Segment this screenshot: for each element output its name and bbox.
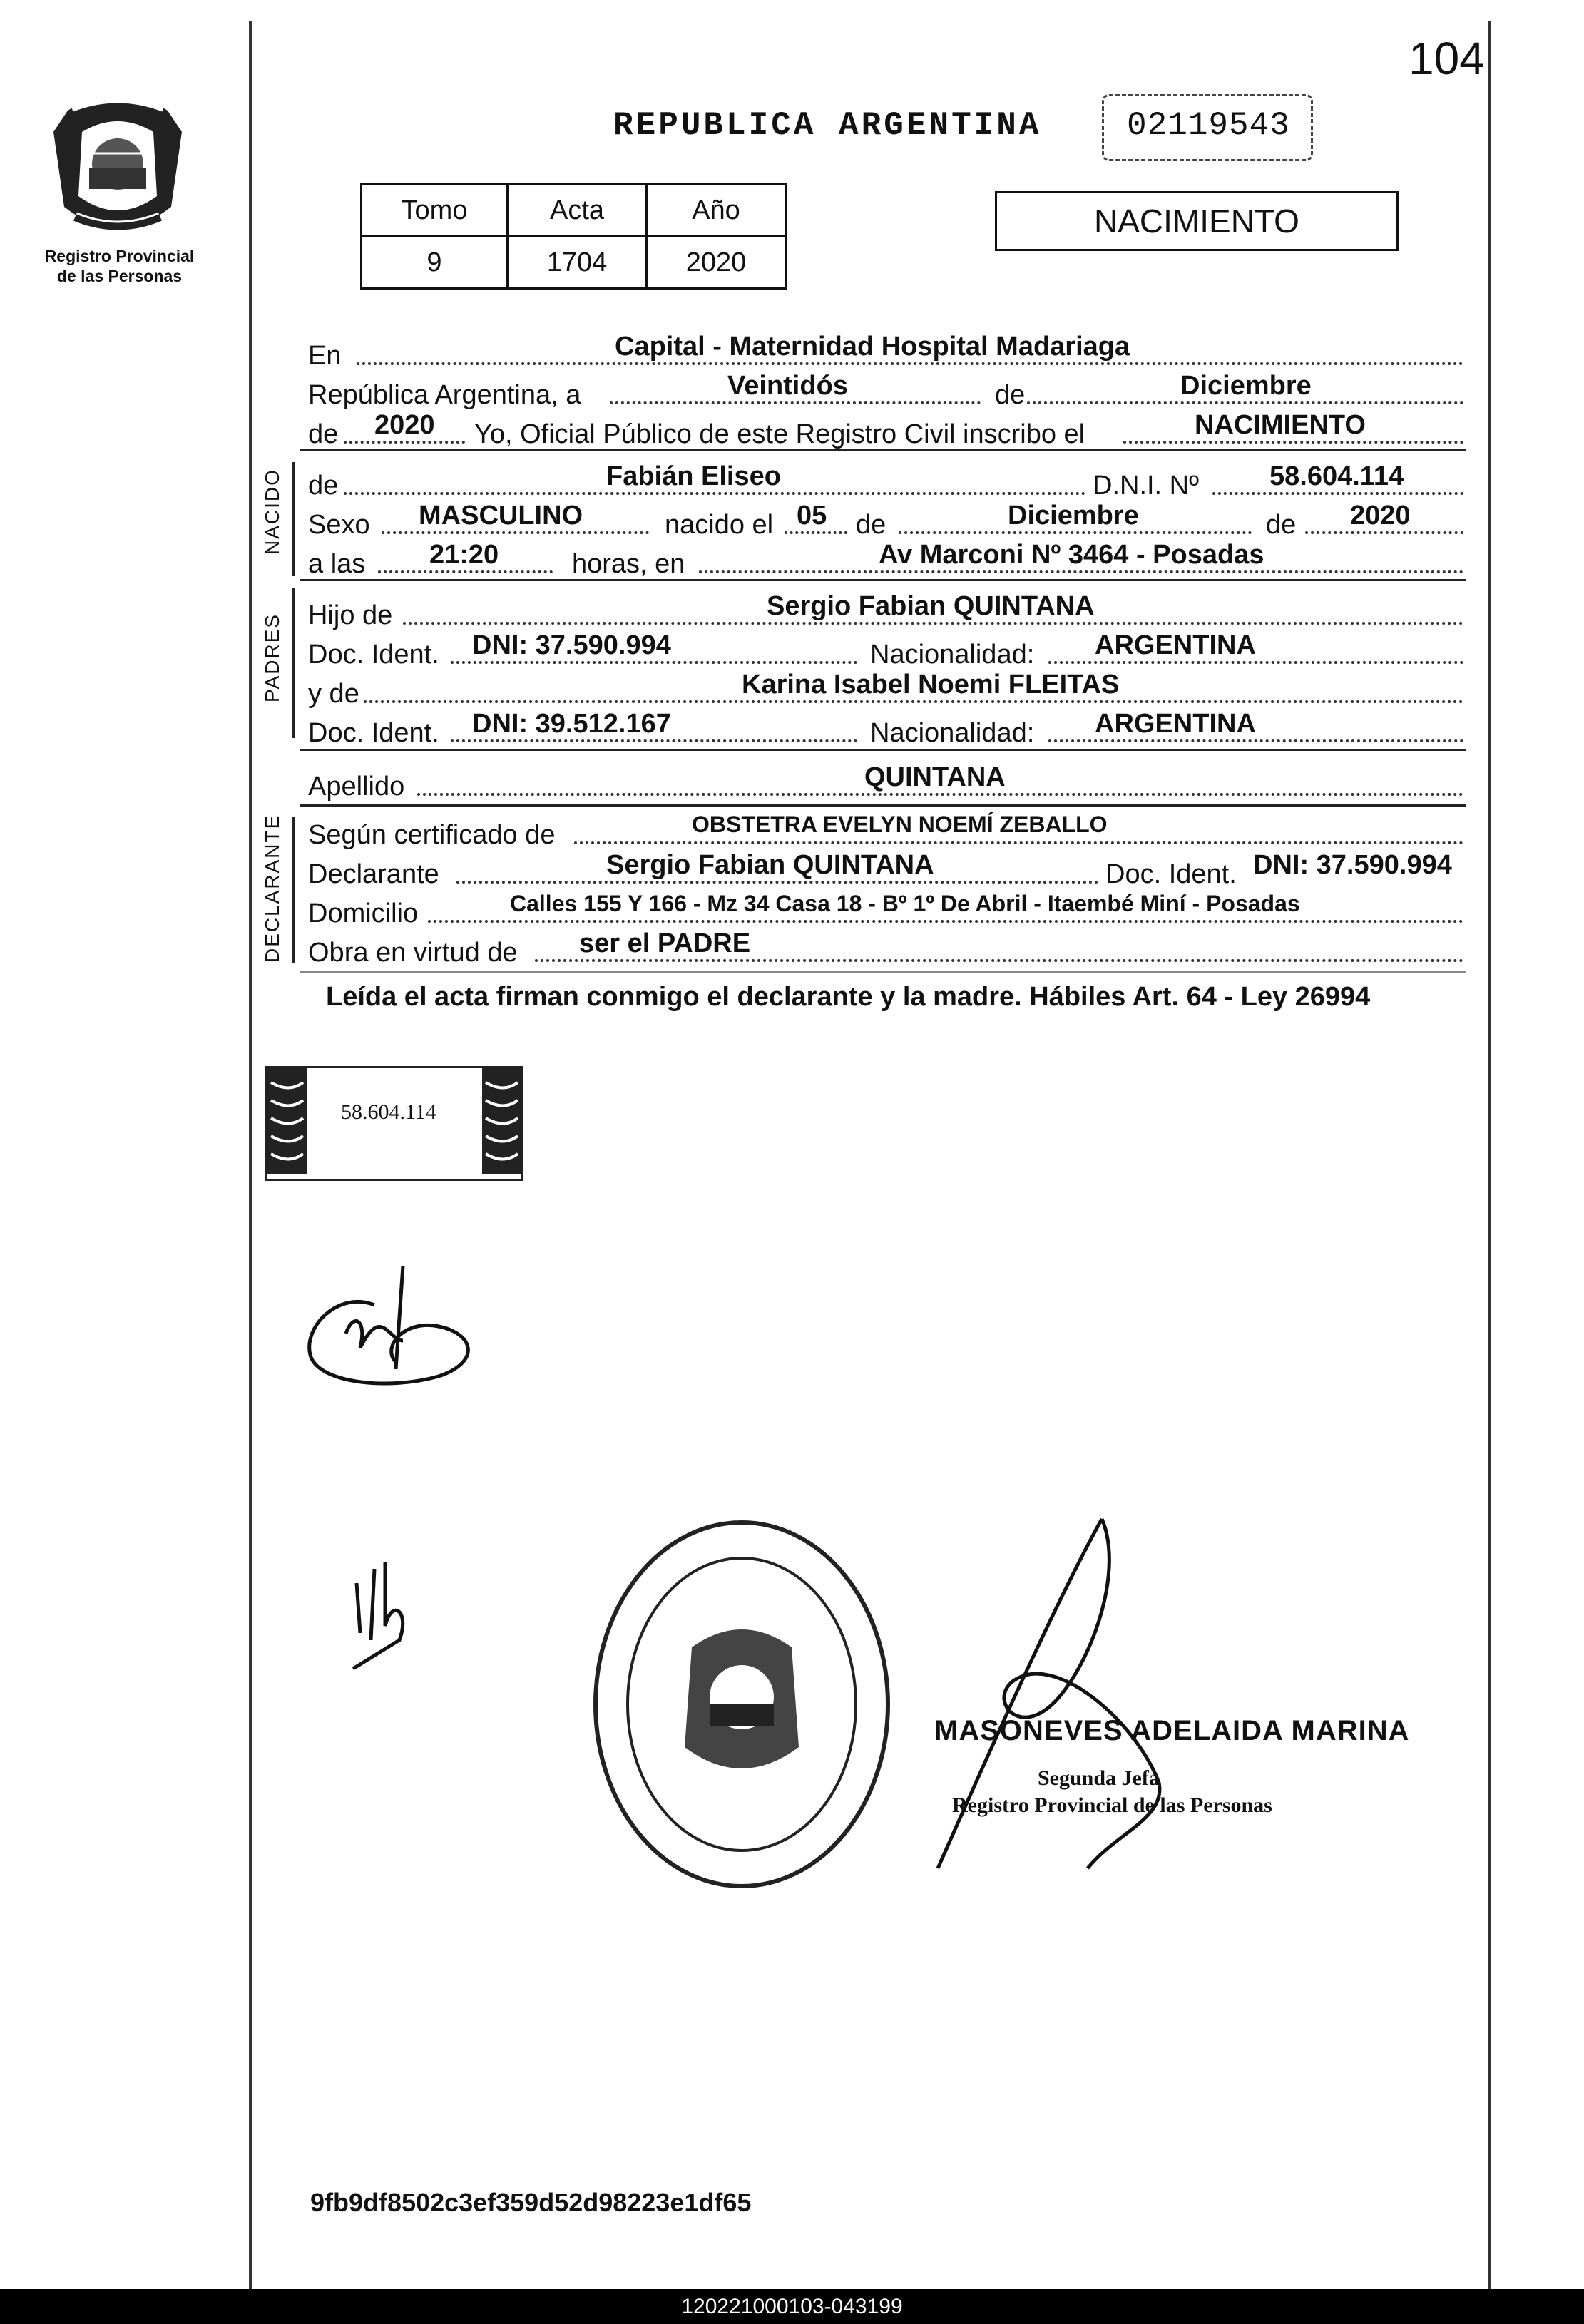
label-obra: Obra en virtud de (308, 938, 518, 968)
label-doc-ident: Doc. Ident. (308, 640, 439, 670)
dotted-line (1027, 401, 1463, 404)
dotted-line (610, 401, 981, 404)
official-role: Segunda Jefa (1038, 1766, 1160, 1790)
label-a-las: a las (308, 549, 366, 579)
dotted-line (574, 841, 1463, 844)
label-hijo-de: Hijo de (308, 600, 393, 630)
acta-value: 1704 (508, 237, 647, 289)
value-mes: Diciembre (1180, 371, 1312, 401)
signature-icon (296, 1262, 489, 1405)
serial-number: 02119543 (1127, 107, 1290, 144)
label-nacido-el: nacido el (665, 510, 774, 540)
value-domicilio: Calles 155 Y 166 - Mz 34 Casa 18 - Bº 1º De Abril - Itaembé Miní - Posadas (510, 891, 1300, 916)
label-en: En (308, 341, 342, 371)
label-y-de: y de (308, 679, 359, 709)
label-de: de (995, 380, 1026, 410)
closing-statement: Leída el acta firman conmigo el declarante y la madre. Hábiles Art. 64 - Ley 26994 (326, 982, 1371, 1012)
separator (300, 579, 1466, 581)
label-horas-en: horas, en (572, 549, 685, 579)
separator (300, 804, 1466, 807)
country-title: REPUBLICA ARGENTINA (613, 107, 1042, 144)
acta-header: Acta (508, 185, 647, 237)
value-padre: Sergio Fabian QUINTANA (767, 591, 1095, 621)
registry-table-header (362, 185, 786, 237)
dotted-line (378, 570, 553, 573)
dotted-line (535, 959, 1463, 962)
stamp-pattern-icon (267, 1068, 307, 1174)
value-padre-doc: DNI: 37.590.994 (472, 630, 671, 660)
separator (300, 449, 1466, 451)
label-nacionalidad2: Nacionalidad: (870, 718, 1035, 748)
label-republica: República Argentina, a (308, 380, 581, 410)
dotted-line (417, 793, 1463, 796)
value-mes-nac: Diciembre (1008, 501, 1139, 531)
registry-table-values (362, 237, 786, 289)
value-declarante: Sergio Fabian QUINTANA (606, 850, 934, 880)
value-madre-nac: ARGENTINA (1095, 709, 1256, 739)
value-madre-doc: DNI: 39.512.167 (472, 709, 671, 739)
right-margin-line (1488, 21, 1491, 2289)
value-declarante-doc: DNI: 37.590.994 (1253, 850, 1452, 880)
footer-code: 120221000103-043199 (0, 2289, 1584, 2324)
label-domicilio: Domicilio (308, 899, 419, 928)
dotted-line (785, 531, 847, 534)
separator (300, 749, 1466, 751)
section-padres: PADRES (261, 613, 283, 702)
anio-header: Año (647, 185, 786, 237)
province-crest-icon (39, 82, 196, 246)
dotted-line (344, 492, 1085, 495)
stamp-pattern-icon (482, 1068, 521, 1174)
value-sexo: MASCULINO (419, 501, 583, 531)
value-apellido: QUINTANA (864, 762, 1006, 792)
label-dni: D.N.I. Nº (1093, 471, 1199, 501)
label-doc-ident3: Doc. Ident. (1105, 859, 1237, 889)
value-dia-nac: 05 (797, 501, 827, 531)
official-org: Registro Provincial de las Personas (952, 1793, 1272, 1817)
official-name: MASONEVES ADELAIDA MARINA (934, 1715, 1410, 1746)
record-type-box: NACIMIENTO (995, 191, 1399, 251)
dotted-line (364, 700, 1463, 703)
value-anio: 2020 (374, 410, 435, 440)
value-lugar-nac: Av Marconi Nº 3464 - Posadas (879, 540, 1264, 570)
value-acto: NACIMIENTO (1195, 410, 1366, 440)
value-madre: Karina Isabel Noemi FLEITAS (742, 670, 1120, 700)
dotted-line (899, 531, 1252, 534)
tomo-value: 9 (362, 237, 508, 289)
dotted-line (1123, 441, 1463, 444)
value-obra: ser el PADRE (579, 928, 751, 958)
value-certificado: OBSTETRA EVELYN NOEMÍ ZEBALLO (692, 812, 1108, 837)
dotted-line (382, 531, 649, 534)
value-anio-nac: 2020 (1350, 501, 1411, 531)
dotted-line (357, 362, 1463, 365)
official-signature-icon (924, 1512, 1180, 1883)
label-doc-ident2: Doc. Ident. (308, 718, 439, 748)
page-number: 104 (1409, 33, 1485, 84)
dotted-line (456, 881, 1098, 884)
dotted-line (344, 441, 465, 444)
dotted-line (451, 661, 857, 664)
crest-caption: Registro Provincial de las Personas (44, 247, 195, 285)
dotted-line (1305, 531, 1463, 534)
dotted-line (699, 570, 1463, 573)
section-bracket (292, 462, 295, 576)
tomo-header: Tomo (362, 185, 508, 237)
value-hora: 21:20 (429, 540, 499, 570)
value-dni: 58.604.114 (1269, 461, 1404, 491)
value-dia: Veintidós (727, 371, 848, 401)
label-de2: de (308, 419, 339, 449)
value-padre-nac: ARGENTINA (1095, 630, 1256, 660)
label-declarante: Declarante (308, 859, 439, 889)
dotted-line (1048, 661, 1463, 664)
section-bracket (292, 817, 295, 963)
anio-value: 2020 (647, 237, 786, 289)
section-nacido: NACIDO (261, 469, 283, 555)
label-de-name: de (308, 471, 339, 501)
section-bracket (292, 588, 295, 738)
label-de-month: de (856, 510, 886, 540)
label-nacionalidad: Nacionalidad: (870, 640, 1035, 670)
section-declarante: DECLARANTE (261, 814, 283, 963)
value-nombre: Fabián Eliseo (606, 461, 781, 491)
dotted-line (428, 920, 1463, 923)
label-apellido: Apellido (308, 772, 405, 802)
dotted-line (1212, 492, 1463, 495)
dni-stamp-number: 58.604.114 (341, 1100, 436, 1124)
left-margin-line (249, 21, 252, 2289)
signature-icon (342, 1555, 442, 1676)
dotted-line (403, 622, 1463, 625)
label-yo: Yo, Oficial Público de este Registro Civil inscribo el (474, 419, 1085, 449)
separator (300, 971, 1466, 973)
document-hash: 9fb9df8502c3ef359d52d98223e1df65 (310, 2188, 752, 2217)
label-sexo: Sexo (308, 510, 370, 540)
label-de-year: de (1266, 510, 1297, 540)
dotted-line (1048, 739, 1463, 742)
official-seal-icon (585, 1512, 899, 1897)
registry-table (360, 183, 787, 290)
value-lugar: Capital - Maternidad Hospital Madariaga (615, 332, 1130, 362)
label-segun: Según certificado de (308, 820, 556, 850)
dotted-line (451, 739, 857, 742)
